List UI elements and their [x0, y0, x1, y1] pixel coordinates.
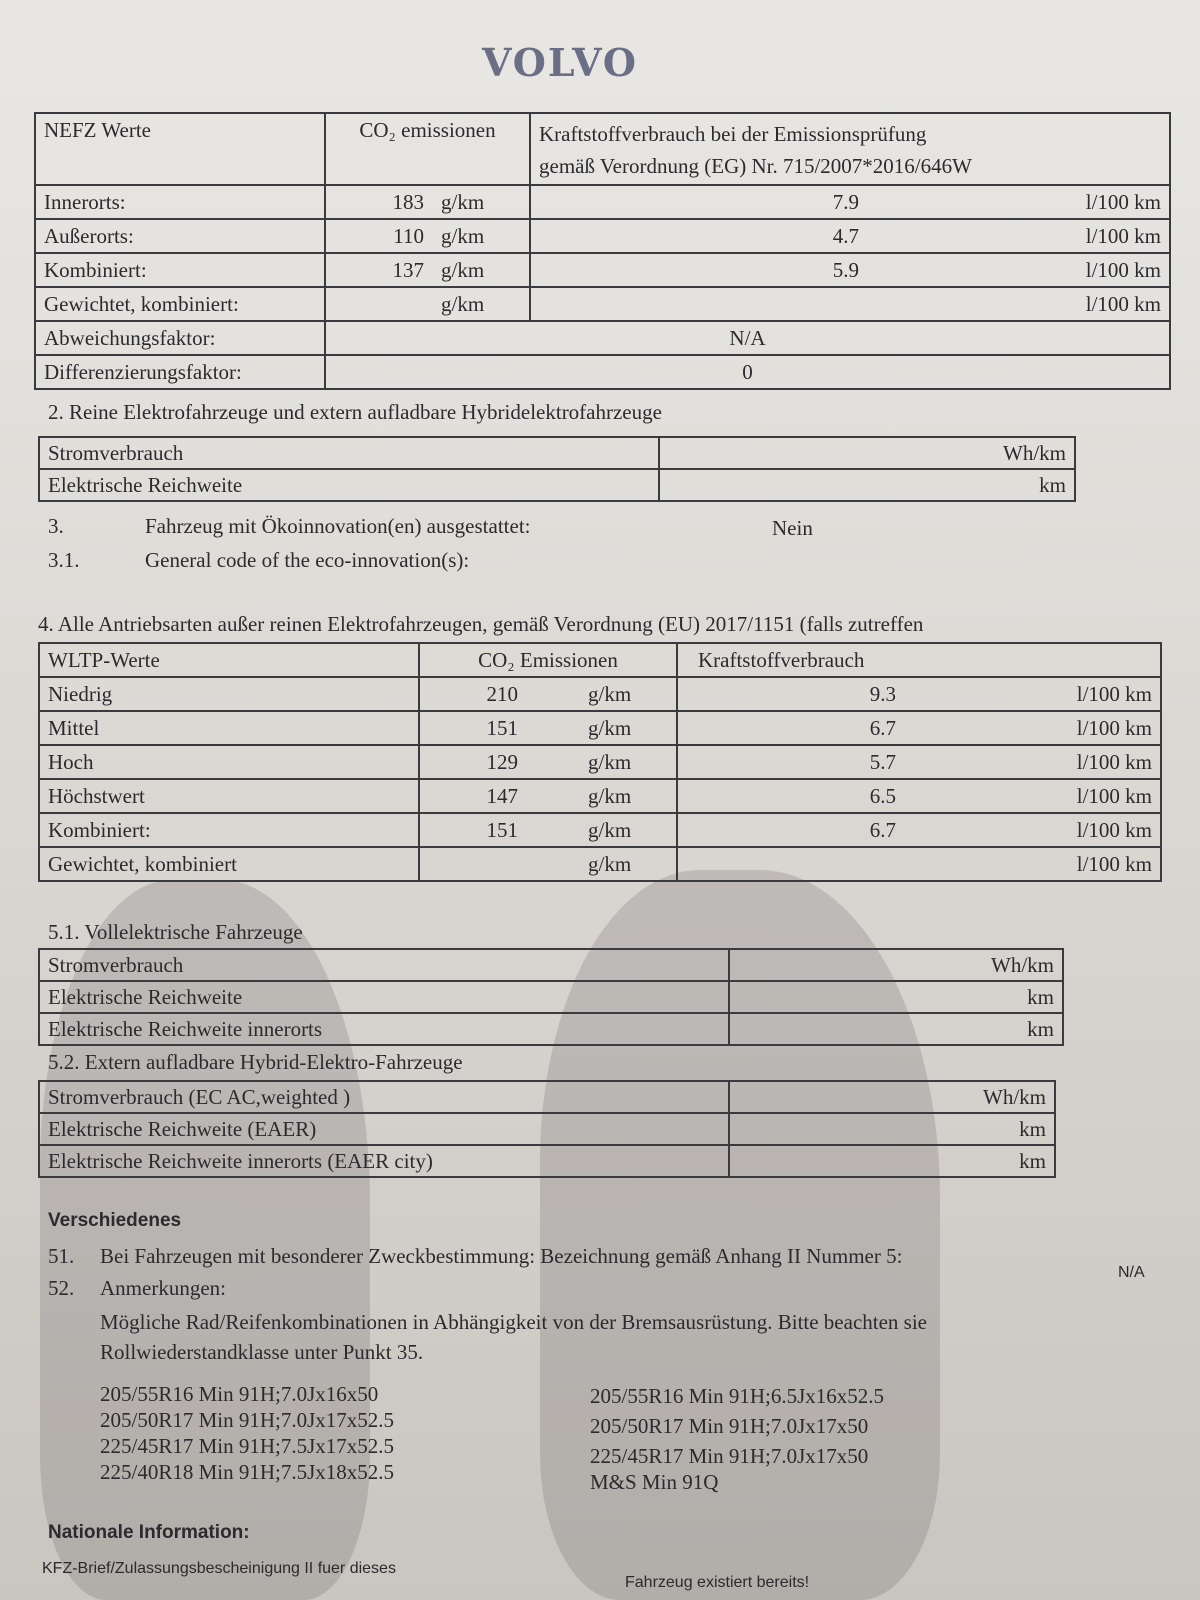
nefz-row-label: Kombiniert:: [35, 253, 325, 287]
wltp-header-label: WLTP-Werte: [39, 643, 419, 677]
section3-num: 3.: [48, 514, 64, 538]
nefz-fuel-unit: l/100 km: [1085, 189, 1161, 214]
wltp-row-label: Gewichtet, kombiniert: [39, 847, 419, 881]
nefz-co2-cell: [325, 219, 530, 253]
item51-value: N/A: [1118, 1264, 1145, 1281]
wltp-fuel-value: 5.7: [869, 749, 896, 774]
nefz-fuel-cell: [530, 185, 1170, 219]
nefz-co2-cell: [325, 287, 530, 321]
nefz-row-label: Außerorts:: [35, 219, 325, 253]
nefz-fuel-unit: l/100 km: [1085, 257, 1161, 282]
section51-table: [38, 948, 1064, 1046]
nefz-row: [35, 219, 1170, 253]
section2-row-unit: Wh/km: [659, 437, 1075, 469]
wltp-fuel-unit: l/100 km: [1076, 851, 1152, 876]
item52-num: 52.: [48, 1276, 75, 1300]
section2-title: 2. Reine Elektrofahrzeuge und extern aufladbare Hybridelektrofahrzeuge: [48, 400, 662, 424]
wltp-fuel-unit: l/100 km: [1076, 749, 1152, 774]
section2-row-label: Elektrische Reichweite: [39, 469, 659, 501]
section2-row-label: Stromverbrauch: [39, 437, 659, 469]
section51-row-unit: km: [729, 1013, 1063, 1045]
wltp-co2-unit: g/km: [588, 715, 632, 740]
wltp-fuel-unit: l/100 km: [1076, 783, 1152, 808]
section52-row-unit: Wh/km: [729, 1081, 1055, 1113]
wltp-fuel-cell: [677, 711, 1161, 745]
item51-num: 51.: [48, 1244, 75, 1268]
section2-table: [38, 436, 1076, 502]
wltp-header-fuel: Kraftstoffverbrauch: [677, 643, 1161, 677]
wltp-row-label: Mittel: [39, 711, 419, 745]
wltp-co2-value: 151: [486, 817, 518, 842]
wltp-fuel-unit: l/100 km: [1076, 817, 1152, 842]
section51-row-label: Stromverbrauch: [39, 949, 729, 981]
section52-row-unit: km: [729, 1113, 1055, 1145]
section31-num: 3.1.: [48, 548, 80, 572]
nefz-row: [35, 321, 1170, 355]
wltp-co2-value: 147: [486, 783, 518, 808]
remark-line1: Mögliche Rad/Reifenkombinationen in Abhängigkeit von der Bremsausrüstung. Bitte beachten sie: [100, 1310, 927, 1334]
section51-title: 5.1. Vollelektrische Fahrzeuge: [48, 920, 303, 944]
section52-row-unit: km: [729, 1145, 1055, 1177]
wltp-fuel-cell: [677, 813, 1161, 847]
tire-left: 205/50R17 Min 91H;7.0Jx17x52.5: [100, 1408, 395, 1432]
wltp-row: [39, 711, 1161, 745]
wltp-title: 4. Alle Antriebsarten außer reinen Elektrofahrzeugen, gemäß Verordnung (EU) 2017/1151 (falls zutreffen: [38, 612, 924, 636]
nefz-row: [35, 355, 1170, 389]
misc-heading: Verschiedenes: [48, 1210, 182, 1231]
tire-right: 225/45R17 Min 91H;7.0Jx17x50: [590, 1444, 869, 1468]
section51-row-label: Elektrische Reichweite: [39, 981, 729, 1013]
tire-left: 225/45R17 Min 91H;7.5Jx17x52.5: [100, 1434, 395, 1458]
volvo-logo: VOLVO: [481, 40, 639, 85]
nefz-fuel-unit: l/100 km: [1085, 291, 1161, 316]
wltp-co2-unit: g/km: [588, 851, 632, 876]
wltp-fuel-unit: l/100 km: [1076, 715, 1152, 740]
section31-text: General code of the eco-innovation(s):: [145, 548, 470, 572]
tire-right: 205/50R17 Min 91H;7.0Jx17x50: [590, 1414, 869, 1438]
wltp-co2-cell: [419, 745, 677, 779]
nefz-fuel-value: 5.9: [832, 257, 859, 282]
section52-row-label: Elektrische Reichweite innerorts (EAER city): [39, 1145, 729, 1177]
wltp-co2-unit: g/km: [588, 681, 632, 706]
wltp-header-co2: CO₂ Emissionen: [419, 643, 677, 677]
section52-table: [38, 1080, 1056, 1178]
national-heading: Nationale Information:: [48, 1522, 250, 1543]
wltp-table: [38, 642, 1162, 882]
nefz-co2-unit: g/km: [441, 257, 485, 282]
wltp-fuel-cell: [677, 779, 1161, 813]
wltp-row: [39, 677, 1161, 711]
remark-line2: Rollwiederstandklasse unter Punkt 35.: [100, 1340, 424, 1364]
section2-row-unit: km: [659, 469, 1075, 501]
wltp-co2-cell: [419, 847, 677, 881]
wltp-co2-value: 210: [486, 681, 518, 706]
wltp-fuel-value: 6.7: [869, 715, 896, 740]
national-text-left: KFZ-Brief/Zulassungsbescheinigung II fuer dieses: [42, 1560, 396, 1577]
nefz-header-fuel-line1: Kraftstoffverbrauch bei der Emissionsprüfung: [539, 122, 927, 146]
wltp-co2-value: 151: [486, 715, 518, 740]
wltp-fuel-cell: [677, 745, 1161, 779]
section3-value: Nein: [772, 516, 813, 540]
wltp-row-label: Höchstwert: [39, 779, 419, 813]
nefz-fuel-cell: [530, 287, 1170, 321]
nefz-co2-cell: [325, 253, 530, 287]
tire-left: 225/40R18 Min 91H;7.5Jx18x52.5: [100, 1460, 395, 1484]
wltp-co2-unit: g/km: [588, 749, 632, 774]
nefz-row: [35, 253, 1170, 287]
wltp-row-label: Kombiniert:: [39, 813, 419, 847]
wltp-fuel-value: 9.3: [869, 681, 896, 706]
wltp-row-label: Niedrig: [39, 677, 419, 711]
wltp-co2-value: 129: [486, 749, 518, 774]
nefz-table: [34, 112, 1171, 390]
section51-row-label: Elektrische Reichweite innerorts: [39, 1013, 729, 1045]
wltp-co2-unit: g/km: [588, 817, 632, 842]
tire-right: M&S Min 91Q: [590, 1470, 719, 1494]
nefz-fuel-cell: [530, 253, 1170, 287]
wltp-fuel-cell: [677, 677, 1161, 711]
wltp-fuel-value: 6.5: [869, 783, 896, 808]
nefz-fuel-unit: l/100 km: [1085, 223, 1161, 248]
nefz-header-co2: CO₂ emissionen: [325, 113, 530, 185]
wltp-co2-cell: [419, 711, 677, 745]
wltp-co2-cell: [419, 677, 677, 711]
item51-text: Bei Fahrzeugen mit besonderer Zweckbestimmung: Bezeichnung gemäß Anhang II Nummer 5:: [100, 1244, 903, 1268]
nefz-row-label: Innerorts:: [35, 185, 325, 219]
wltp-row: [39, 779, 1161, 813]
nefz-co2-cell: [325, 185, 530, 219]
wltp-fuel-value: 6.7: [869, 817, 896, 842]
nefz-header-fuel: [530, 113, 1170, 185]
nefz-co2-unit: g/km: [441, 291, 485, 316]
nefz-fuel-value: 7.9: [832, 189, 859, 214]
nefz-fuel-value: 4.7: [832, 223, 859, 248]
nefz-row: [35, 185, 1170, 219]
national-text-right: Fahrzeug existiert bereits!: [625, 1574, 810, 1591]
section52-title: 5.2. Extern aufladbare Hybrid-Elektro-Fahrzeuge: [48, 1050, 463, 1074]
nefz-co2-value: 137: [392, 257, 424, 282]
section52-row-label: Stromverbrauch (EC AC,weighted ): [39, 1081, 729, 1113]
tire-right: 205/55R16 Min 91H;6.5Jx16x52.5: [590, 1384, 885, 1408]
differenz-value: 0: [325, 355, 1170, 389]
nefz-fuel-cell: [530, 219, 1170, 253]
nefz-co2-unit: g/km: [441, 223, 485, 248]
section52-row-label: Elektrische Reichweite (EAER): [39, 1113, 729, 1145]
abweichung-label: Abweichungsfaktor:: [35, 321, 325, 355]
section3-text: Fahrzeug mit Ökoinnovation(en) ausgestattet:: [145, 514, 531, 538]
differenz-label: Differenzierungsfaktor:: [35, 355, 325, 389]
nefz-row: [35, 287, 1170, 321]
wltp-co2-cell: [419, 813, 677, 847]
wltp-fuel-unit: l/100 km: [1076, 681, 1152, 706]
nefz-co2-value: 183: [392, 189, 424, 214]
section51-row-unit: Wh/km: [729, 949, 1063, 981]
wltp-co2-unit: g/km: [588, 783, 632, 808]
wltp-fuel-cell: [677, 847, 1161, 881]
nefz-header-label: NEFZ Werte: [35, 113, 325, 185]
tire-left: 205/55R16 Min 91H;7.0Jx16x50: [100, 1382, 379, 1406]
nefz-co2-value: 110: [393, 223, 424, 248]
wltp-row: [39, 813, 1161, 847]
nefz-header-fuel-line2: gemäß Verordnung (EG) Nr. 715/2007*2016/646W: [539, 154, 972, 178]
wltp-row-label: Hoch: [39, 745, 419, 779]
wltp-row: [39, 847, 1161, 881]
wltp-co2-cell: [419, 779, 677, 813]
abweichung-value: N/A: [325, 321, 1170, 355]
section51-row-unit: km: [729, 981, 1063, 1013]
nefz-row-label: Gewichtet, kombiniert:: [35, 287, 325, 321]
nefz-co2-unit: g/km: [441, 189, 485, 214]
item52-text: Anmerkungen:: [100, 1276, 226, 1300]
wltp-row: [39, 745, 1161, 779]
